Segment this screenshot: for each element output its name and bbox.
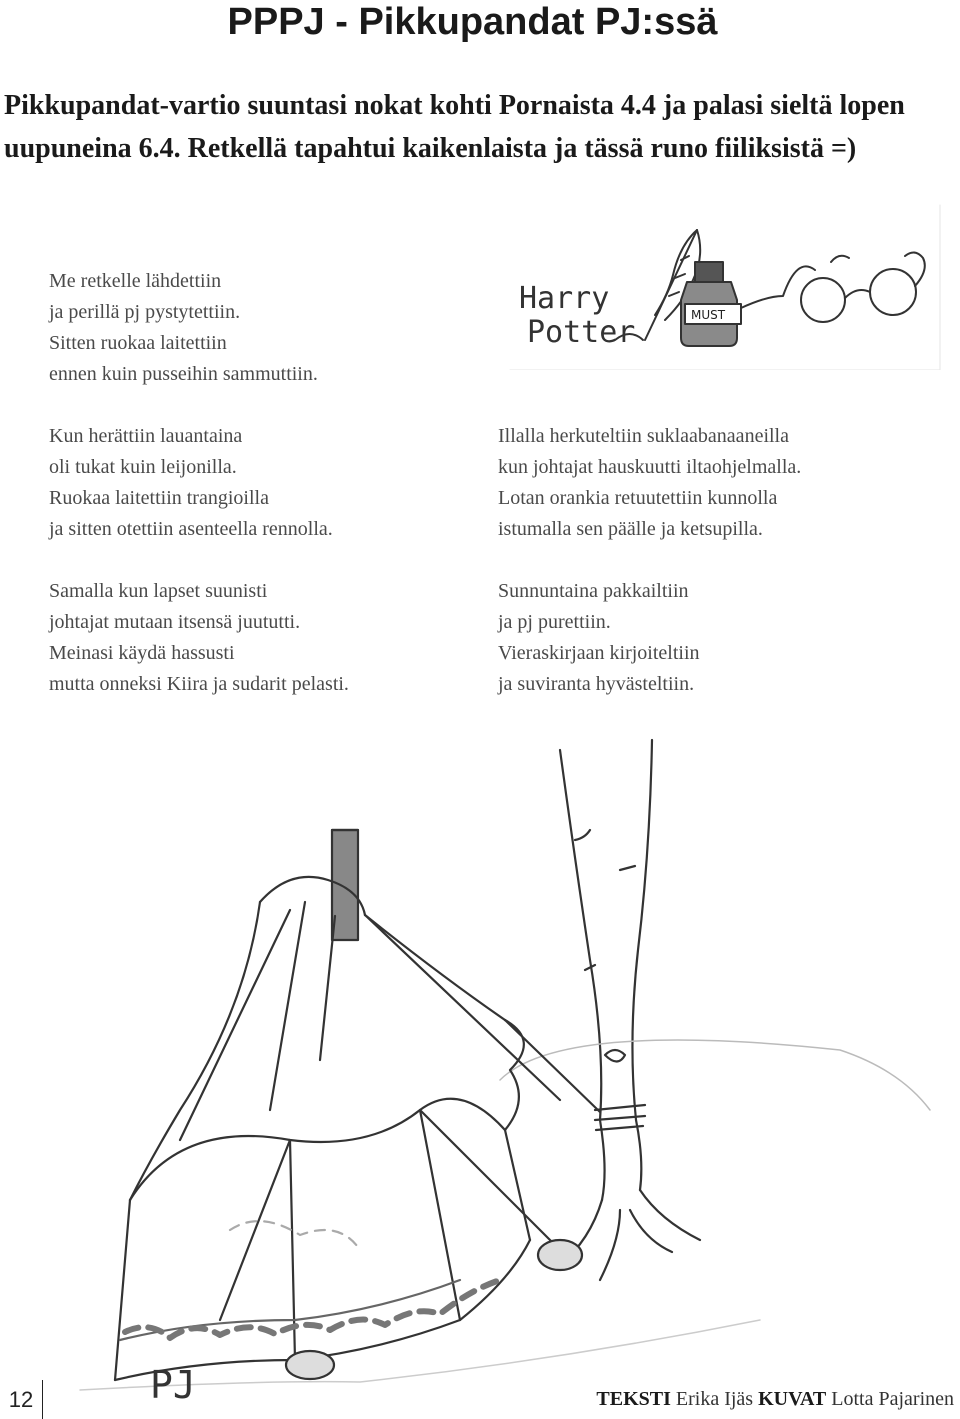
harry-potter-sketch [505, 200, 945, 370]
page-number: 12 [0, 1380, 43, 1419]
poem-line: Lotan orankia retuutettiin kunnolla [498, 487, 778, 509]
poem-line: Samalla kun lapset suunisti [49, 580, 268, 602]
poem-line: Sunnuntaina pakkailtiin [498, 580, 689, 602]
poem-line: Sitten ruokaa laitettiin [49, 332, 227, 354]
poem-line: Vieraskirjaan kirjoiteltiin [498, 642, 700, 664]
poem-stanza-5 [498, 576, 700, 700]
poem-stanza-4 [498, 421, 801, 545]
sketch-caption-potter: Potter [527, 315, 636, 350]
sketch-caption-harry: Harry [519, 281, 610, 316]
stovepipe-drawing [332, 830, 358, 940]
poem-line: oli tukat kuin leijonilla. [49, 456, 237, 478]
sketch-signature: PJ [150, 1363, 196, 1407]
tent-tree-sketch [60, 720, 940, 1410]
poem-line: kun johtajat hauskuutti iltaohjelmalla. [498, 456, 802, 478]
credits [596, 1386, 954, 1412]
poem-stanza-1 [49, 266, 318, 390]
images-author: Lotta Pajarinen [831, 1388, 954, 1410]
glasses-icon [741, 252, 925, 322]
tent-drawing [80, 877, 760, 1390]
poem-line: Illalla herkuteltiin suklaabanaaneilla [498, 425, 789, 447]
tree-drawing [500, 740, 930, 1280]
poem-line: ja perillä pj pystytettiin. [49, 301, 241, 323]
poem-line: Me retkelle lähdettiin [49, 270, 222, 292]
poem-line: johtajat mutaan itsensä juututti. [49, 611, 301, 633]
poem-line: ja suviranta hyvästeltiin. [498, 673, 695, 695]
poem-line: Meinasi käydä hassusti [49, 642, 235, 664]
poem-line: ja pj purettiin. [498, 611, 611, 633]
text-author: Erika Ijäs [675, 1388, 754, 1410]
ink-bottle-icon [681, 262, 741, 346]
text-label: TEKSTI [596, 1388, 671, 1410]
poem-line: mutta onneksi Kiira ja sudarit pelasti. [49, 673, 349, 695]
poem-stanza-3 [49, 576, 349, 700]
poem-line: Ruokaa laitettiin trangioilla [49, 487, 269, 509]
ink-bottle-label: MUST [691, 308, 726, 322]
images-label: KUVAT [758, 1388, 827, 1410]
poem-line: ennen kuin pusseihin sammuttiin. [49, 363, 318, 385]
page-title: PPPJ - Pikkupandat PJ:ssä [227, 1, 718, 43]
poem-line: Kun herättiin lauantaina [49, 425, 243, 447]
poem-line: ja sitten otettiin asenteella rennolla. [49, 518, 333, 540]
poem-stanza-2 [49, 421, 333, 545]
intro-paragraph: Pikkupandat-vartio suuntasi nokat kohti Pornaista 4.4 ja palasi sieltä lopen uupuneina 6.4. Retkellä tapahtui kaikenlaista ja tässä runo fiiliksistä =) [4, 90, 905, 164]
poem-line: istumalla sen päälle ja ketsupilla. [498, 518, 763, 540]
